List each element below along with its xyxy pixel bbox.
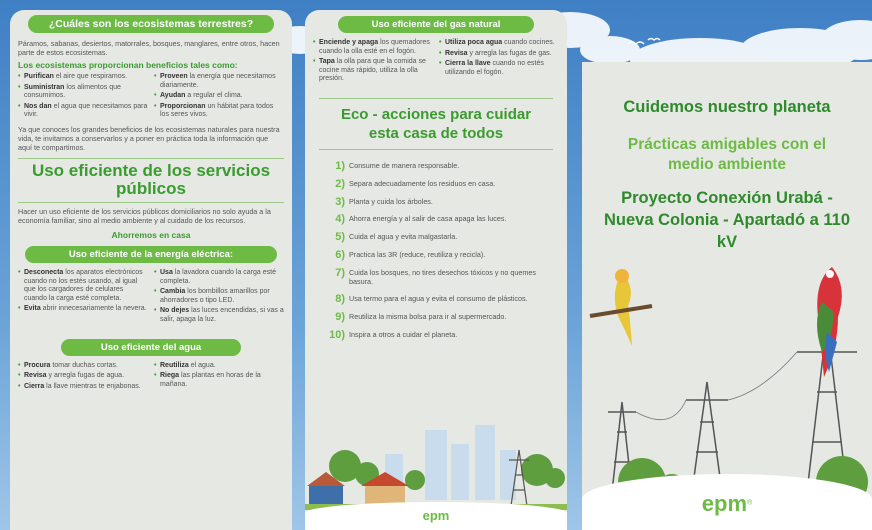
list-item-text: y arregla las fugas de gas.: [467, 49, 552, 57]
list-item-text: el aire que respiramos.: [53, 73, 128, 80]
cover-line2: Prácticas amigables con el medio ambiente: [627, 136, 827, 173]
list-item-bold: Enciende y apaga: [319, 39, 379, 46]
list-item-text: las luces encendidas, si vas a salir, apaga la luz.: [160, 307, 284, 323]
city-illustration: [305, 420, 567, 510]
cover-footer: [582, 474, 872, 530]
tip-number: 8): [335, 293, 345, 306]
eco-tip: [327, 313, 551, 322]
list-item: [154, 73, 284, 90]
list-item: [154, 269, 284, 286]
list-item: [154, 92, 284, 101]
list-item-text: los alimentos que consumimos.: [24, 83, 121, 100]
eco-tip: [327, 177, 551, 190]
tip-number: 7): [335, 266, 345, 279]
tip-text: Ahorra energía y al salir de casa apaga las luces.: [349, 214, 507, 224]
cover-line3: Proyecto Conexión Urabá - Nueva Colonia - Apartadó a 110 kV: [603, 189, 851, 251]
logo-mark: ®: [747, 499, 753, 507]
list-item: [18, 73, 148, 82]
eco-tip: [327, 328, 551, 341]
tip-number: 9): [335, 311, 345, 324]
tip-number: 5): [335, 231, 345, 244]
tip-number: 3): [335, 195, 345, 208]
list-item-bold: Proporcionan: [160, 102, 206, 110]
invite-text: Ya que conoces los grandes beneficios de los ecosistemas naturales para nuestra vida, te invitamos a conservarlos y a poner en práctica toda la información que aquí te compartimos.: [18, 124, 280, 152]
epm-logo: epm: [422, 508, 450, 523]
tip-text: Practica las 3R (reduce, reutiliza y recicla).: [349, 249, 486, 259]
list-item: [439, 39, 559, 48]
energy-title: Uso eficiente de la energía eléctrica:: [25, 246, 277, 263]
list-item: [18, 84, 148, 101]
benefits-list-right: [154, 73, 284, 120]
list-item-text: la olla para que la comida se cocine más rápido, utiliza la olla presión.: [319, 58, 426, 83]
list-item-bold: Cambia: [160, 288, 186, 296]
benefits-title: Los ecosistemas proporcionan beneficios tales como:: [18, 60, 238, 70]
benefits-list-left: [18, 73, 148, 120]
list-item: [154, 372, 284, 389]
energy-list-right: [154, 269, 284, 325]
tip-text: Inspira a otros a cuidar el planeta.: [349, 329, 458, 339]
cover-panel: [582, 62, 872, 530]
list-item-text: tomar duchas cortas.: [50, 361, 118, 369]
list-item-text: los quemadores cuando la olla esté en el fogón.: [319, 39, 430, 55]
list-item-bold: Cierra: [24, 382, 45, 390]
list-item-bold: Desconecta: [24, 268, 64, 276]
tip-number: 1): [335, 159, 345, 172]
list-item-text: la energía que necesitamos diariamente.: [160, 73, 276, 89]
list-item: [154, 362, 284, 371]
list-item: [18, 269, 148, 303]
list-item-bold: Revisa: [24, 372, 47, 380]
list-item: [154, 307, 284, 324]
gas-list-right: [439, 39, 559, 77]
list-item-text: cuando no estés utilizando el fogón.: [445, 60, 544, 76]
list-item-text: las plantas en horas de la mañana.: [160, 372, 261, 388]
list-item: [313, 39, 433, 56]
list-item-bold: Utiliza poca agua: [445, 39, 503, 46]
water-title: Uso eficiente del agua: [61, 339, 241, 356]
middle-panel: [305, 10, 567, 530]
gas-title: Uso eficiente del gas natural: [338, 16, 534, 33]
eco-tip: [327, 295, 551, 304]
services-title: Uso eficiente de los servicios públicos: [31, 160, 271, 198]
list-item: [18, 372, 148, 381]
eco-title: Eco - acciones para cuidar esta casa de todos: [340, 105, 532, 142]
list-item: [18, 103, 148, 120]
tip-number: 2): [335, 177, 345, 190]
list-item: [18, 305, 148, 314]
list-item: [313, 58, 433, 84]
services-text: Hacer un uso eficiente de los servicios públicos domiciliarios no solo ayuda a la economía familiar, sino al medio ambiente y al cuidado de los recursos.: [18, 206, 271, 225]
tip-text: Cuida los bosques, no tires desechos tóxicos y no quemes basura.: [349, 267, 536, 286]
list-item: [439, 60, 559, 77]
eco-tip: [327, 195, 551, 208]
list-item-text: los bombillos amarillos por ahorradores o tipo LED.: [160, 288, 270, 304]
list-item-text: la llave mientras te enjabonas.: [44, 382, 141, 390]
eco-tip: [327, 266, 551, 287]
list-item-bold: Nos dan: [24, 102, 52, 110]
tip-text: Reutiliza la misma bolsa para ir al supermercado.: [349, 312, 507, 322]
list-item-bold: Suministran: [24, 83, 65, 91]
list-item-bold: Revisa: [445, 49, 468, 57]
saving-title: Ahorremos en casa: [111, 229, 191, 240]
tip-text: Cuida el agua y evita malgastarla.: [349, 232, 458, 242]
middle-footer: [305, 502, 567, 530]
list-item-bold: Tapa: [319, 58, 335, 66]
list-item-text: un hábitat para todos los seres vivos.: [160, 102, 274, 119]
list-item: [18, 383, 148, 392]
tip-text: Usa termo para el agua y evita el consumo de plásticos.: [349, 294, 528, 304]
ecosystems-text: Páramos, sabanas, desiertos, matorrales, bosques, manglares, entre otros, hacen parte de estos ecosistemas.: [18, 39, 280, 57]
tip-text: Consume de manera responsable.: [349, 160, 460, 170]
list-item: [439, 50, 559, 59]
epm-logo-cover: epm: [701, 491, 748, 516]
list-item: [154, 288, 284, 305]
water-list-left: [18, 362, 148, 392]
list-item-text: los aparatos electrónicos cuando no los estés usando, al igual que los cargadores de celulares cuando la carga esté completa.: [24, 268, 143, 302]
list-item-text: y arregla fugas de agua.: [46, 372, 125, 380]
tip-text: Separa adecuadamente los residuos en casa.: [349, 178, 496, 188]
tip-number: 6): [335, 248, 345, 261]
list-item-text: la lavadora cuando la carga esté completa.: [160, 268, 276, 285]
list-item-bold: Ayudan: [160, 92, 186, 100]
tip-number: 4): [335, 213, 345, 226]
list-item-bold: Procura: [24, 361, 51, 369]
list-item-bold: Proveen: [160, 73, 188, 80]
eco-tip: [327, 233, 551, 242]
list-item-text: a regular el clima.: [185, 92, 243, 100]
list-item-bold: Purifican: [24, 73, 54, 80]
gas-list-left: [313, 39, 433, 84]
list-item-text: el agua.: [188, 361, 216, 369]
left-panel: [10, 10, 292, 530]
list-item-text: abrir innecesariamente la nevera.: [40, 305, 147, 313]
list-item: [18, 362, 148, 371]
tip-text: Planta y cuida los árboles.: [349, 196, 433, 206]
list-item-text: cuando cocines.: [502, 39, 555, 46]
list-item-bold: No dejes: [160, 307, 190, 315]
list-item-bold: Cierra la llave: [445, 60, 491, 68]
eco-tip: [327, 159, 551, 172]
eco-tip: [327, 215, 551, 224]
list-item-bold: Riega: [160, 372, 180, 380]
list-item-text: el agua que necesitamos para vivir.: [24, 102, 148, 119]
list-item-bold: Evita: [24, 305, 41, 313]
cover-line1: Cuidemos nuestro planeta: [623, 98, 831, 116]
list-item: [154, 103, 284, 120]
water-list-right: [154, 362, 284, 390]
eco-tips-list: [305, 159, 567, 341]
ecosystems-question-title: ¿Cuáles son los ecosistemas terrestres?: [28, 15, 274, 33]
energy-list-left: [18, 269, 148, 314]
list-item-bold: Reutiliza: [160, 361, 189, 369]
tip-number: 10): [329, 328, 345, 341]
list-item-bold: Usa: [160, 268, 173, 276]
eco-tip: [327, 248, 551, 261]
